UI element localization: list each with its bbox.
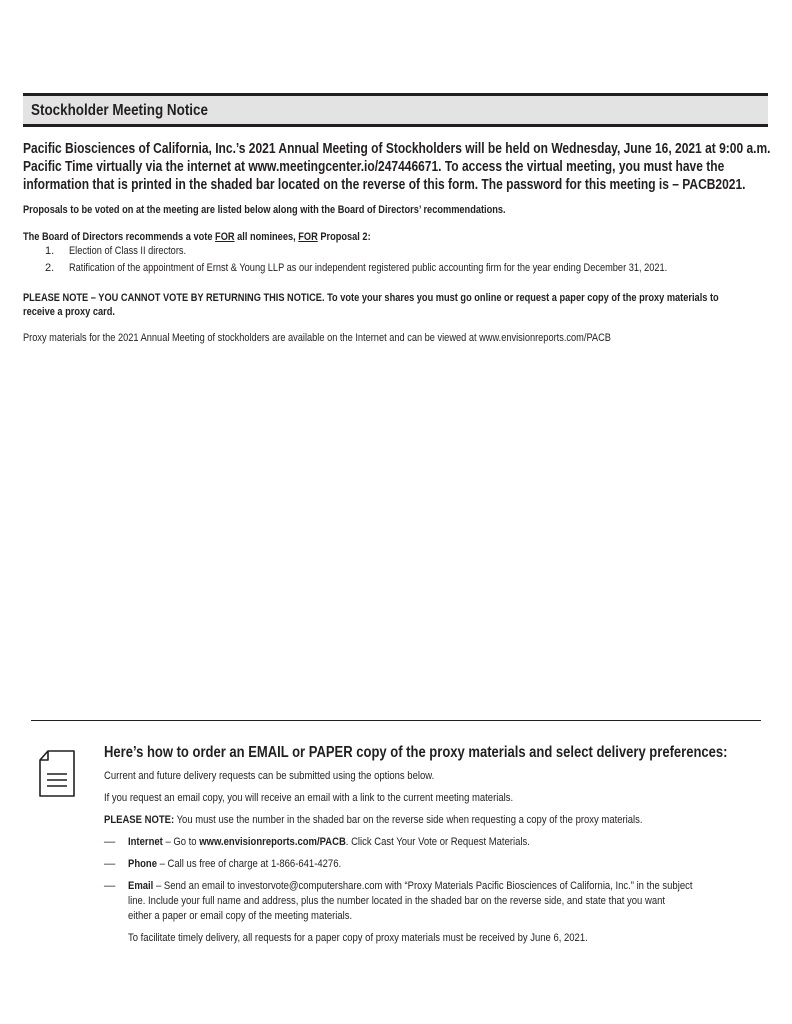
order-option-phone: Phone – Call us free of charge at 1-866-641-4276. bbox=[128, 858, 342, 870]
meeting-notice-line-3: information that is printed in the shaded bar located on the reverse of this form. The password for this meeting is – PACB2021. bbox=[23, 177, 746, 193]
list-dash: — bbox=[104, 858, 116, 870]
please-note-line-2: receive a proxy card. bbox=[23, 306, 115, 318]
order-option-email-line-3: either a paper or email copy of the meeting materials. bbox=[128, 910, 353, 922]
page-title: Stockholder Meeting Notice bbox=[31, 102, 208, 119]
order-option-email-line-2: line. Include your full name and address, plus the number located in the shaded bar on the reverse side, and state that you want bbox=[128, 895, 666, 907]
order-line-1: Current and future delivery requests can be submitted using the options below. bbox=[104, 770, 435, 782]
meeting-notice-line-2: Pacific Time virtually via the internet at www.meetingcenter.io/247446671. To access the virtual meeting, you must have the bbox=[23, 159, 725, 175]
document-icon bbox=[38, 750, 76, 798]
list-dash: — bbox=[104, 880, 116, 892]
internet-link[interactable]: www.envisionreports.com/PACB bbox=[199, 836, 346, 848]
order-line-2: If you request an email copy, you will receive an email with a link to the current meeting materials. bbox=[104, 792, 514, 804]
proxy-availability: Proxy materials for the 2021 Annual Meeting of stockholders are available on the Internet and can be viewed at www.envisionreports.com/PACB bbox=[23, 332, 611, 344]
order-option-internet: Internet – Go to www.envisionreports.com/PACB. Click Cast Your Vote or Request Materials. bbox=[128, 836, 530, 848]
order-please-note: PLEASE NOTE: You must use the number in the shaded bar on the reverse side when requesting a copy of the proxy materials. bbox=[104, 814, 643, 826]
order-heading: Here’s how to order an EMAIL or PAPER copy of the proxy materials and select delivery preferences: bbox=[104, 744, 728, 761]
order-deadline: To facilitate timely delivery, all requests for a paper copy of proxy materials must be received by June 6, 2021. bbox=[128, 932, 588, 944]
please-note-line-1: PLEASE NOTE – YOU CANNOT VOTE BY RETURNING THIS NOTICE. To vote your shares you must go online or request a paper copy of the proxy materials to bbox=[23, 292, 719, 304]
section-divider bbox=[31, 720, 761, 721]
proposal-text: Election of Class II directors. bbox=[69, 245, 187, 257]
proposal-text: Ratification of the appointment of Ernst & Young LLP as our independent registered public accounting firm for the year ending December 31, 2021. bbox=[69, 262, 668, 274]
meeting-notice-line-1: Pacific Biosciences of California, Inc.’s 2021 Annual Meeting of Stockholders will be held on Wednesday, June 16, 2021 at 9:00 a.m. bbox=[23, 141, 771, 157]
order-option-email: Email – Send an email to investorvote@computershare.com with “Proxy Materials Pacific Biosciences of California, Inc.” in the subject bbox=[128, 880, 693, 892]
header-bar bbox=[23, 93, 768, 127]
proposal-number: 1. bbox=[45, 245, 55, 257]
board-recommendation: The Board of Directors recommends a vote FOR all nominees, FOR Proposal 2: bbox=[23, 231, 371, 243]
list-dash: — bbox=[104, 836, 116, 848]
proposal-number: 2. bbox=[45, 262, 55, 274]
proposals-intro: Proposals to be voted on at the meeting are listed below along with the Board of Directors’ recommendations. bbox=[23, 204, 506, 216]
